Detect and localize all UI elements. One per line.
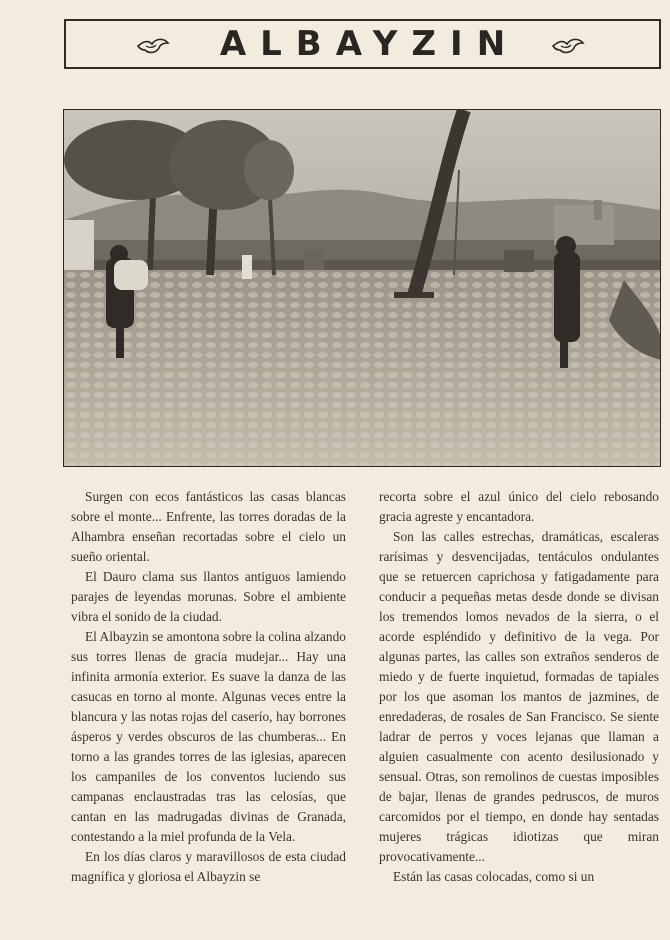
bird-ornament-icon xyxy=(136,32,170,58)
text-column-left xyxy=(71,487,346,887)
paragraph: El Albayzin se amontona sobre la colina alzando sus torres llenas de gracia mudejar... Hay una infinita armonía exterior. Es suave la danza de las casucas en torno al monte. Algunas veces entre la blancura y las notas rojas del caserío, hay borrones ásperos y verdes obscuros de las chumberas... En torno a las grandes torres de las iglesias, aparecen los campaniles de los conventos luciendo sus campanas enclaustradas tras las celosías, que cantan en las madrugadas divinas de Granada, contestando a la miel profunda de la Vela. xyxy=(71,629,346,844)
bird-ornament-icon xyxy=(551,32,585,58)
page-title: ALBAYZIN xyxy=(219,24,520,64)
paragraph: En los días claros y maravillosos de esta ciudad magnífica y gloriosa el Albayzin se xyxy=(71,849,346,884)
paragraph: El Dauro clama sus llantos antiguos lamiendo parajes de leyendas morunas. Sobre el ambiente vibra el sonido de la ciudad. xyxy=(71,569,346,624)
plaza-photo xyxy=(63,109,661,467)
paragraph: Están las casas colocadas, como si un xyxy=(393,869,595,884)
paragraph: recorta sobre el azul único del cielo rebosando gracia agreste y encantadora. xyxy=(379,489,659,524)
text-column-right xyxy=(379,487,659,887)
paragraph: Son las calles estrechas, dramáticas, escaleras rarísimas y desvencijadas, tentáculos ondulantes que se retuercen caprichosa y fatigadamente para conducir a pequeñas metas desde donde se divisan los tremendos lomos nevados de la sierra, o el acorde espléndido y definitivo de la vega. Por algunas partes, las calles son extraños senderos de miedo y de fuerte inquietud, formadas de tapiales por los que asoman los mantos de jazmines, de enredaderas, de rosales de San Francisco. Se siente ladrar de perros y voces lejanas que llaman a alguien casualmente con acento desilusionado y sensual. Otras, son remolinos de cuestas imposibles de bajar, llenas de grandes pedruscos, de muros carcomidos por el tiempo, en donde hay sentadas mujeres trágicas idiotizas que miran provocativamente... xyxy=(379,529,659,864)
header-frame xyxy=(64,19,661,69)
paragraph: Surgen con ecos fantásticos las casas blancas sobre el monte... Enfrente, las torres doradas de la Alhambra enseñan recortadas sobre el cielo un sueño oriental. xyxy=(71,489,346,564)
